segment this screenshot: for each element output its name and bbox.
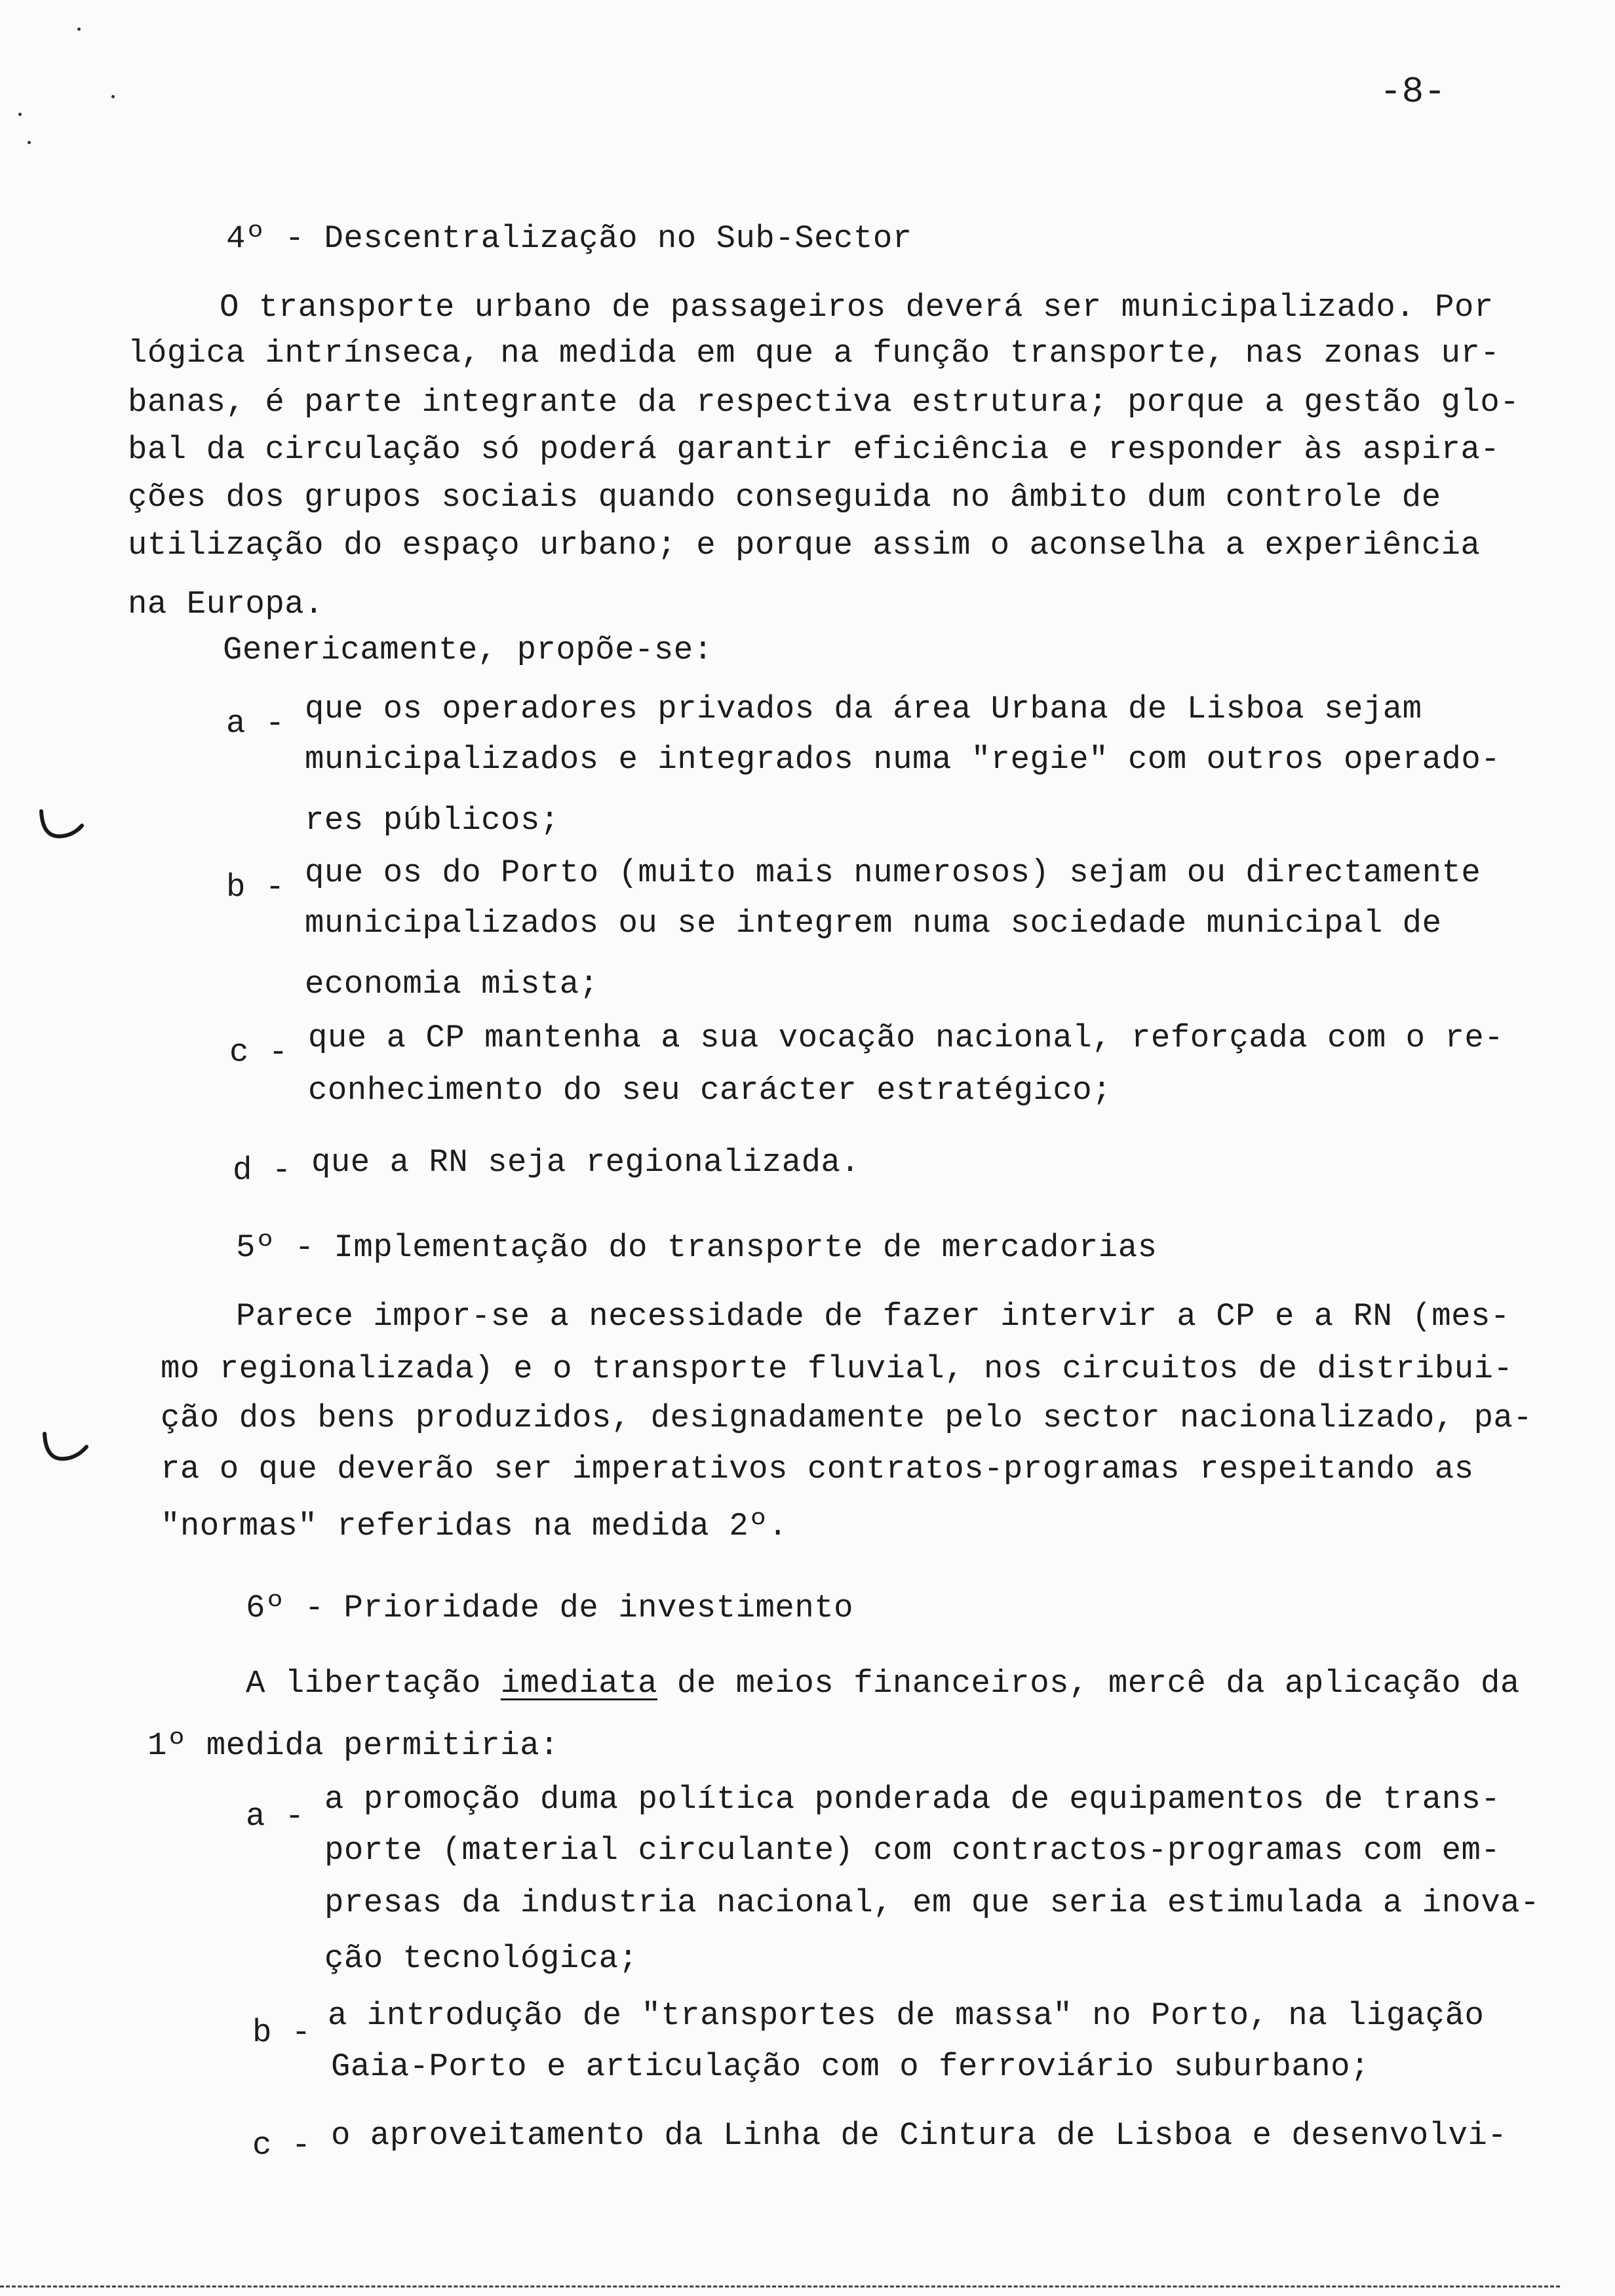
page-number: -8- bbox=[1380, 71, 1446, 113]
list-item-line: que os operadores privados da área Urbana de Lisboa sejam bbox=[305, 691, 1422, 727]
s4-para-line: utilização do espaço urbano; e porque assim o aconselha a experiência bbox=[128, 527, 1481, 564]
section-4-heading: 4º - Descentralização no Sub-Sector bbox=[226, 220, 912, 257]
list-item-line: presas da industria nacional, em que seria estimulada a inova- bbox=[324, 1885, 1540, 1921]
s5-para-line: "normas" referidas na medida 2º. bbox=[161, 1508, 788, 1544]
s6-para-text: A libertação bbox=[246, 1665, 501, 1702]
list-item-line: a introdução de "transportes de massa" no Porto, na ligação bbox=[328, 1997, 1485, 2034]
s5-para-line: ção dos bens produzidos, designadamente pelo sector nacionalizado, pa- bbox=[161, 1400, 1533, 1436]
list-label: c - bbox=[229, 1034, 288, 1071]
section-5-heading: 5º - Implementação do transporte de mercadorias bbox=[236, 1229, 1158, 1266]
s5-para-line: mo regionalizada) e o transporte fluvial, nos circuitos de distribui- bbox=[161, 1350, 1513, 1387]
s4-para-line: ções dos grupos sociais quando conseguida no âmbito dum controle de bbox=[128, 479, 1441, 516]
list-item-line: municipalizados e integrados numa "regie" com outros operado- bbox=[305, 741, 1501, 778]
s6-para-text: de meios financeiros, mercê da aplicação da bbox=[657, 1665, 1520, 1702]
list-item-line: municipalizados ou se integrem numa sociedade municipal de bbox=[305, 905, 1442, 942]
list-label: c - bbox=[252, 2127, 311, 2164]
s4-intro: Genericamente, propõe-se: bbox=[223, 632, 713, 668]
list-label: d - bbox=[233, 1152, 292, 1189]
s5-para-line: ra o que deverão ser imperativos contratos-programas respeitando as bbox=[161, 1451, 1474, 1487]
scan-speck bbox=[18, 113, 22, 116]
s4-para-line: banas, é parte integrante da respectiva estrutura; porque a gestão glo- bbox=[128, 384, 1520, 421]
s5-para-line: Parece impor-se a necessidade de fazer intervir a CP e a RN (mes- bbox=[236, 1298, 1510, 1335]
list-item-line: Gaia-Porto e articulação com o ferroviário suburbano; bbox=[331, 2048, 1370, 2085]
s4-para-line: lógica intrínseca, na medida em que a função transporte, nas zonas ur- bbox=[128, 335, 1500, 372]
margin-check-mark bbox=[36, 806, 88, 845]
list-label: b - bbox=[252, 2014, 311, 2051]
list-item-line: economia mista; bbox=[305, 966, 599, 1003]
scan-speck bbox=[111, 95, 115, 98]
list-item-line: o aproveitamento da Linha de Cintura de Lisboa e desenvolvi- bbox=[331, 2117, 1508, 2154]
scan-speck bbox=[77, 28, 81, 31]
bottom-rule bbox=[0, 2286, 1560, 2287]
list-item-line: res públicos; bbox=[305, 802, 560, 839]
s6-para-line bbox=[246, 1665, 1520, 1702]
list-item-line: que a RN seja regionalizada. bbox=[311, 1144, 861, 1181]
s4-para-line: na Europa. bbox=[128, 586, 324, 622]
list-label: a - bbox=[246, 1798, 305, 1835]
list-item-line: ção tecnológica; bbox=[324, 1940, 638, 1977]
s4-para-line: O transporte urbano de passageiros deverá ser municipalizado. Por bbox=[220, 289, 1494, 326]
list-label: b - bbox=[226, 869, 285, 906]
section-6-heading: 6º - Prioridade de investimento bbox=[246, 1590, 854, 1626]
s4-para-line: bal da circulação só poderá garantir eficiência e responder às aspira- bbox=[128, 431, 1500, 468]
list-item-line: que os do Porto (muito mais numerosos) sejam ou directamente bbox=[305, 854, 1481, 891]
list-label: a - bbox=[226, 705, 285, 742]
list-item-line: que a CP mantenha a sua vocação nacional, reforçada com o re- bbox=[308, 1020, 1504, 1056]
margin-check-mark bbox=[39, 1428, 92, 1468]
underlined-word: imediata bbox=[500, 1665, 658, 1702]
s6-para-line: 1º medida permitiria: bbox=[147, 1727, 560, 1764]
scan-speck bbox=[28, 141, 31, 144]
list-item-line: porte (material circulante) com contractos-programas com em- bbox=[324, 1832, 1501, 1869]
list-item-line: a promoção duma política ponderada de equipamentos de trans- bbox=[324, 1781, 1501, 1818]
list-item-line: conhecimento do seu carácter estratégico; bbox=[308, 1072, 1112, 1109]
